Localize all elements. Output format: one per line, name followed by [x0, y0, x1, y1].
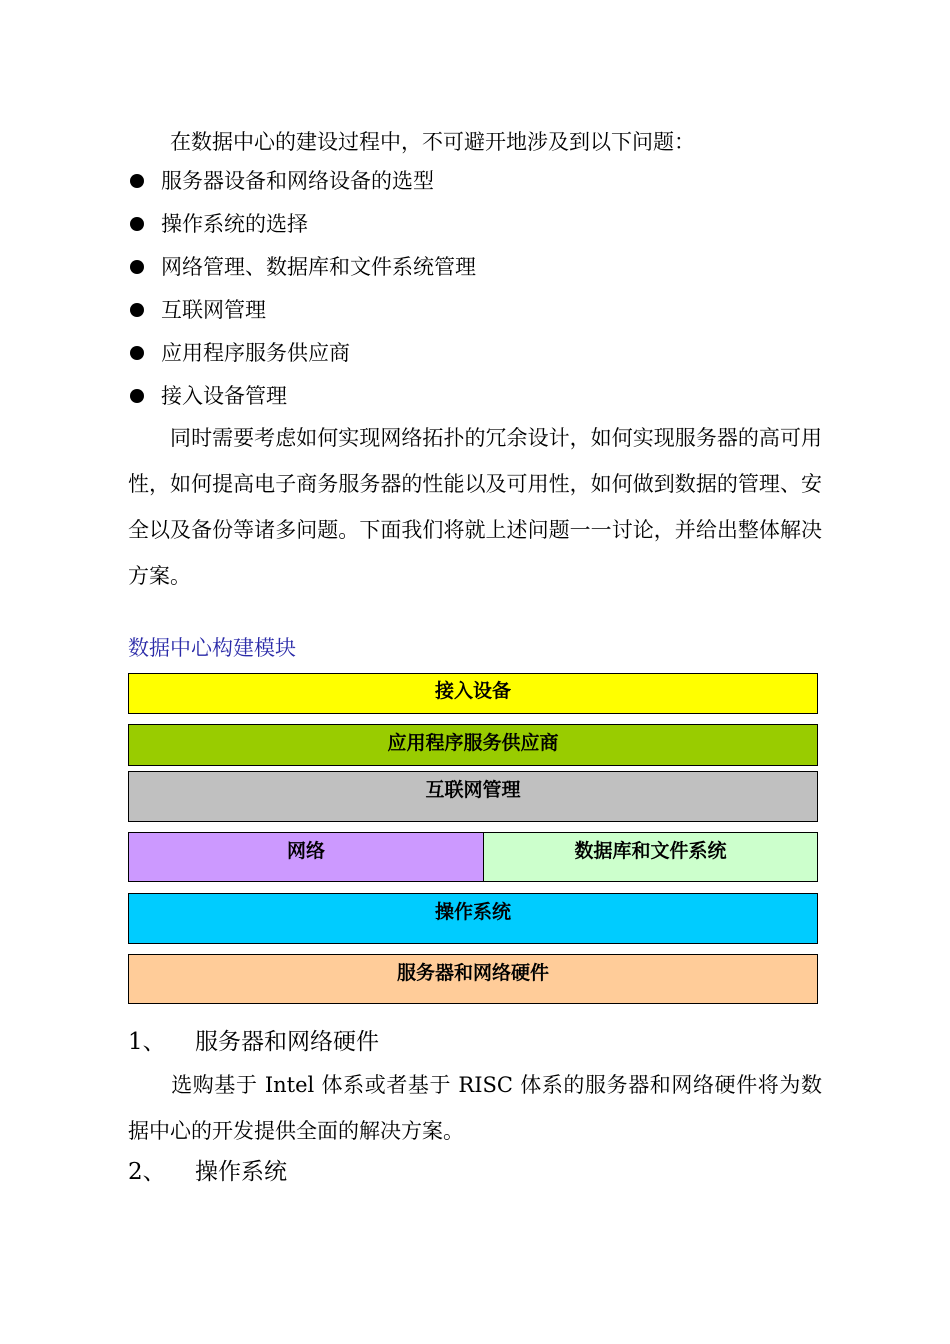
- bullet-icon: [130, 174, 144, 188]
- list-item: [128, 246, 476, 289]
- block-internet-management: 互联网管理: [128, 771, 818, 822]
- section-title: 操作系统: [195, 1159, 287, 1185]
- block-application-service-provider: 应用程序服务供应商: [128, 724, 818, 766]
- bullet-icon: [130, 217, 144, 231]
- list-item: [128, 289, 476, 332]
- list-item-label: 应用程序服务供应商: [161, 341, 350, 365]
- section-title: 服务器和网络硬件: [195, 1029, 379, 1055]
- list-item-label: 网络管理、数据库和文件系统管理: [161, 255, 476, 279]
- list-item: [128, 375, 476, 418]
- list-item-label: 操作系统的选择: [161, 212, 308, 236]
- body-paragraph: 同时需要考虑如何实现网络拓扑的冗余设计，如何实现服务器的高可用性，如何提高电子商务服务器的性能以及可用性，如何做到数据的管理、安全以及备份等诸多问题。下面我们将就上述问题一一讨论，并给出整体解决方案。: [128, 426, 822, 588]
- list-item-label: 互联网管理: [161, 298, 266, 322]
- bullet-icon: [130, 389, 144, 403]
- section-1-heading: [128, 1022, 379, 1062]
- section-2-heading: [128, 1152, 287, 1192]
- block-operating-system: 操作系统: [128, 893, 818, 944]
- block-access-devices: 接入设备: [128, 673, 818, 714]
- section-1-paragraph: 选购基于 Intel 体系或者基于 RISC 体系的服务器和网络硬件将为数据中心的开发提供全面的解决方案。: [128, 1073, 822, 1143]
- list-item-label: 接入设备管理: [161, 384, 287, 408]
- bullet-icon: [130, 346, 144, 360]
- block-server-network-hardware: 服务器和网络硬件: [128, 954, 818, 1004]
- block-network: 网络: [128, 832, 484, 882]
- bullet-icon: [130, 260, 144, 274]
- issue-list: [128, 160, 476, 418]
- list-item: [128, 203, 476, 246]
- section-number: 2、: [128, 1159, 166, 1185]
- list-item: [128, 332, 476, 375]
- section-number: 1、: [128, 1029, 166, 1055]
- block-database-filesystem: 数据库和文件系统: [483, 832, 818, 882]
- list-item: [128, 160, 476, 203]
- bullet-icon: [130, 303, 144, 317]
- intro-paragraph: 在数据中心的建设过程中，不可避开地涉及到以下问题：: [128, 130, 695, 154]
- list-item-label: 服务器设备和网络设备的选型: [161, 169, 434, 193]
- diagram-title: 数据中心构建模块: [128, 636, 296, 660]
